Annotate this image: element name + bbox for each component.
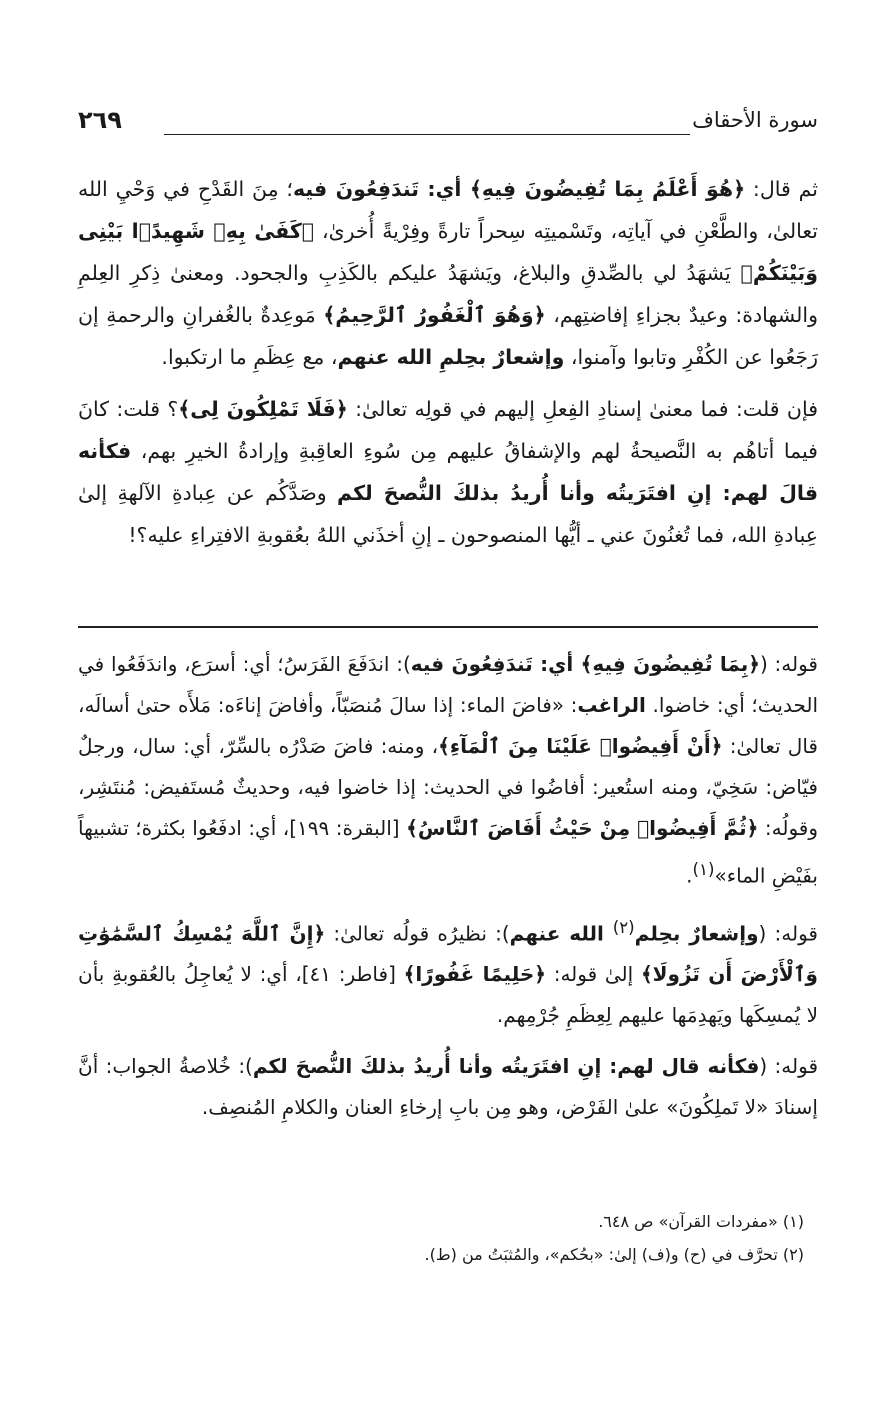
text-run: ، مع عِظَمِ ما ارتكبوا. [161, 345, 338, 369]
text-run: يَشهَدُ لي بالصِّدقِ والبلاغ، ويَشهَدُ عليكم بالكَذِبِ والجحود. ومعنىٰ ذِكرِ العِلمِ والشهادة: وعيدٌ بجزاءِ إفاضتِهم، [78, 261, 819, 327]
text-run: ): اندَفَعَ الفَرَسُ؛ أي: أسرَع، واندَفَعُوا في الحديث؛ أي: خاضوا. [78, 652, 819, 717]
footnote-ref: (٢) [612, 917, 635, 937]
text-run: ، ومنه: فاضَ صَدْرُه بالسِّرّ، أي: سال، ورجلٌ فيّاض: سَخِيّ، ومنه استُعير: أفاضُوا في الحديث: إذا خاضوا فيه، وحديثٌ مُستَفيض: مُنتَشِر، وقولُه: [78, 734, 818, 840]
text-run: . [686, 863, 693, 888]
quran-verse: ﴿أَنْ أَفِيضُوا۟ عَلَيْنَا مِنَ ٱلْمَآءِ﴾ [438, 734, 723, 758]
quran-verse: ﴿كَفَىٰ بِهِۦ شَهِيدًۢا بَيْنِى وَبَيْنَكُمْ﴾ [78, 219, 818, 285]
text-run: ؛ مِنَ القَدْحِ في وَحْيِ الله تعالىٰ، والطَّعْنِ في آياتِه، وتَسْميتِه سِحراً تارةً وفِرْيةً أُخرىٰ، [78, 177, 818, 243]
bold-phrase: الله عنهم [509, 921, 613, 946]
commentary-paragraph-3 [78, 1046, 818, 1128]
bold-gloss: أي: تَندَفِعُونَ فيه [292, 177, 470, 201]
text-run: مَوعِدةٌ بالغُفرانِ والرحمةِ إن رَجَعُوا عن الكُفْرِ وتابوا وآمنوا، [78, 303, 818, 369]
footnote-ref: (١) [692, 860, 715, 879]
bold-phrase: فكأنه قال لهم: إنِ افتَرَيتُه وأنا أُريدُ بذلكَ النُّصحَ لكم [252, 1054, 760, 1079]
bold-phrase: وإشعارٌ بحِلم [634, 921, 759, 946]
quran-verse: ﴿حَلِيمًا غَفُورًا﴾ [403, 962, 546, 987]
text-run: قوله: ( [758, 921, 818, 946]
bold-source: الراغب [577, 693, 646, 717]
text-run: قوله: ( [759, 1054, 819, 1079]
quran-verse: ﴿وَهُوَ ٱلْغَفُورُ ٱلرَّحِيمُ﴾ [323, 303, 546, 327]
text-run: قوله: ( [759, 652, 818, 676]
text-run: [البقرة: ١٩٩]، أي: ادفَعُوا بكثرة؛ تشبيهاً بفَيْضِ الماء» [78, 816, 818, 888]
section-divider [78, 626, 818, 628]
header-rule [164, 134, 690, 135]
text-run: وصَدَّكُم عن عِبادةِ الآلهةِ إلىٰ عِبادةِ الله، فما تُغنُونَ عني ـ أيُّها المنصوحون ـ إنِ أخذَني اللهُ بعُقوبةِ الافتِراءِ عليه؟! [78, 481, 818, 547]
page-header [78, 106, 818, 146]
footnotes [78, 1205, 818, 1271]
text-run: ): خُلاصةُ الجواب: أنَّ إسنادَ «لا تَملِكُونَ» علىٰ الفَرْض، وهو مِن بابِ إرخاءِ العنان والكلامِ المُنصِف. [78, 1054, 818, 1120]
bold-gloss: أي: تَندَفِعُونَ فيه [410, 652, 581, 676]
commentary-paragraph-1 [78, 644, 818, 897]
quran-verse: ﴿إِنَّ ٱللَّهَ يُمْسِكُ ٱلسَّمَٰوَٰتِ وَٱلْأَرْضَ أَن تَزُولَا﴾ [78, 921, 818, 987]
main-paragraph-2 [78, 388, 818, 556]
quran-verse: ﴿ثُمَّ أَفِيضُوا۟ مِنْ حَيْثُ أَفَاضَ ٱلنَّاسُ﴾ [406, 816, 759, 840]
text-run: ثم قال: [745, 177, 818, 201]
main-paragraph-1 [78, 168, 818, 378]
quran-verse: ﴿بِمَا تُفِيضُونَ فِيهِ﴾ [580, 652, 760, 676]
text-run: : «فاضَ الماء: إذا سالَ مُنصَبّاً، وأفاضَ إناءَه: مَلأَه حتىٰ أسالَه، قال تعالىٰ: [78, 693, 818, 758]
quran-verse: ﴿فَلَا تَمْلِكُونَ لِى﴾ [178, 397, 348, 421]
text-run: [فاطر: ٤١]، أي: لا يُعاجِلُ بالعُقوبةِ بأن لا يُمسِكَها ويَهدِمَها عليهم لِعِظَمِ جُرْمِهم. [78, 962, 818, 1028]
bold-phrase: وإشعارٌ بحِلمِ الله عنهم [337, 345, 565, 369]
text-run: فإن قلت: فما معنىٰ إسنادِ الفِعلِ إليهم في قولِه تعالىٰ: [347, 397, 818, 421]
commentary-paragraph-2 [78, 907, 818, 1037]
quran-verse: ﴿هُوَ أَعْلَمُ بِمَا تُفِيضُونَ فِيهِ﴾ [469, 177, 746, 201]
commentary [78, 644, 818, 1138]
text-run: ؟ قلت: كانَ فيما أتاهُم به النَّصيحةُ لهم والإشفاقُ عليهم مِن سُوءِ العاقِبةِ وإرادةُ الخيرِ بهم، [78, 397, 818, 463]
footnote-1: (١) «مفردات القرآن» ص ٦٤٨. [598, 1212, 804, 1231]
footnote-2: (٢) تحرَّف في (ح) و(ف) إلىٰ: «بحُكم»، والمُثبَتُ من (ط). [424, 1245, 804, 1264]
main-text [78, 168, 818, 566]
page-number: ٢٦٩ [78, 106, 122, 134]
text-run: إلىٰ قوله: [546, 962, 641, 987]
surah-title: سورة الأحقاف [692, 108, 818, 132]
text-run: ): نظيرُه قولُه تعالىٰ: [325, 921, 510, 946]
bold-phrase: فكأنه قالَ لهم: إنِ افتَرَيتُه وأنا أُريدُ بذلكَ النُّصحَ لكم [78, 439, 818, 505]
